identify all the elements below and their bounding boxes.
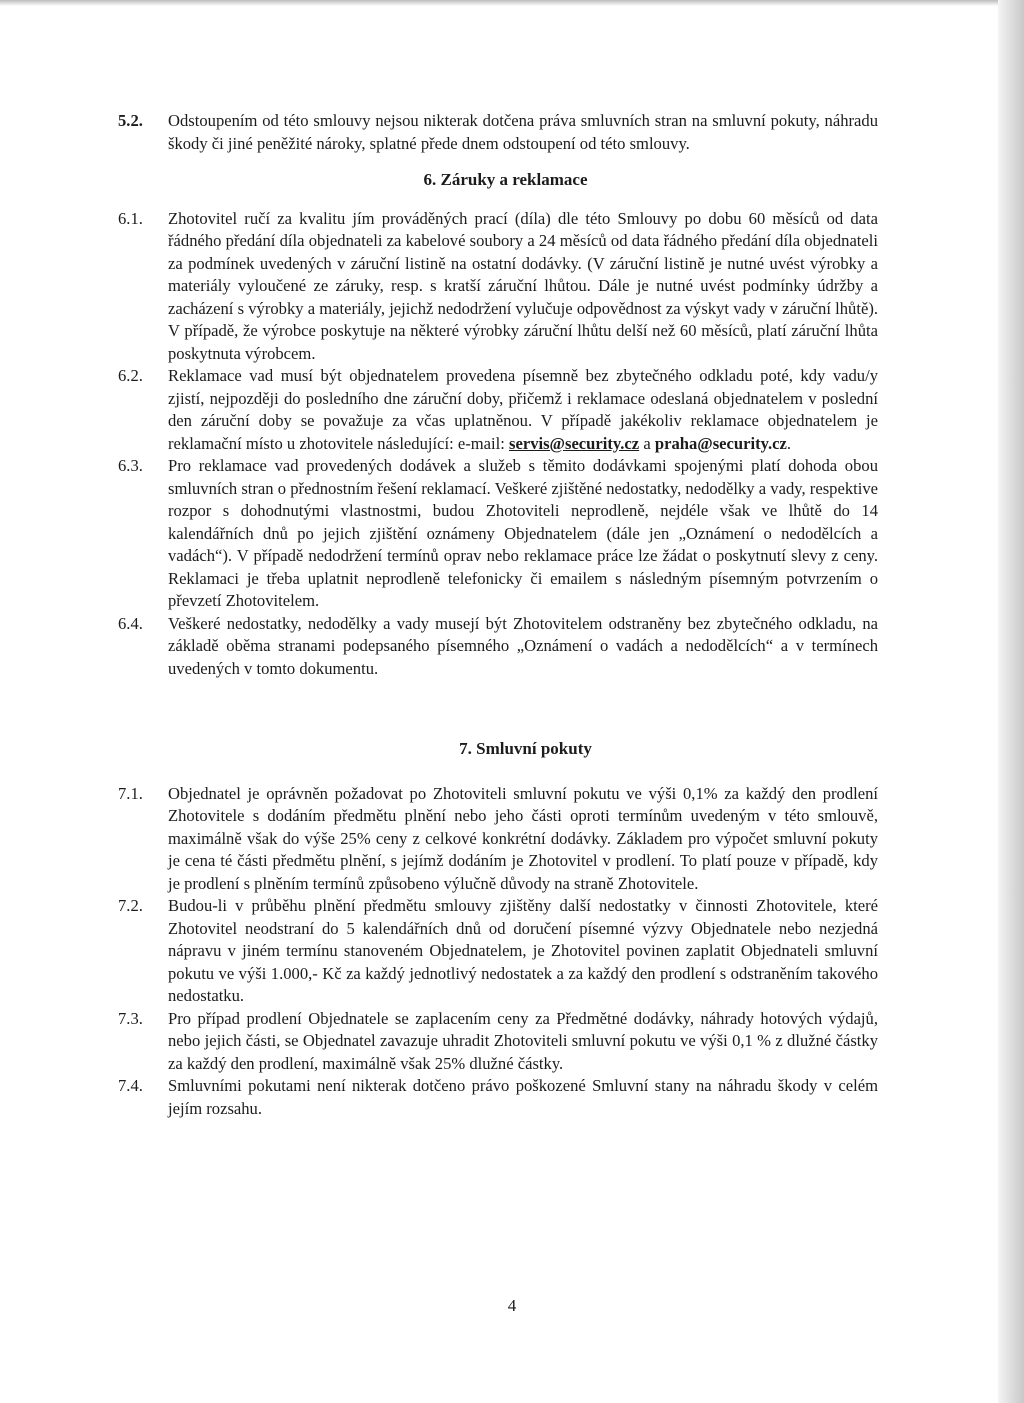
clause-number: 7.2. — [118, 896, 143, 915]
clause-text: Pro případ prodlení Objednatele se zaplacením ceny za Předmětné dodávky, náhrady hotových výdajů, nebo jejich části, se Objednatel zavazuje uhradit Zhotoviteli smluvní pokutu ve výši 0,1 % z dlužné částky za každý den prodlení, maximálně však 25% dlužné částky. — [168, 1008, 878, 1073]
clause-7-1 — [118, 783, 878, 896]
section-heading-7: 7. Smluvní pokuty — [459, 739, 592, 758]
clause-text: Veškeré nedostatky, nedodělky a vady musejí být Zhotovitelem odstraněny bez zbytečného odkladu, na základě oběma stranami podepsaného písemného „Oznámení o vadách a nedodělcích“ a v termínech uvedených v tomto dokumentu. — [168, 613, 878, 678]
scan-edge-top — [0, 0, 1024, 6]
clause-number: 6.1. — [118, 208, 143, 228]
clause-6-4 — [118, 613, 878, 681]
scan-edge-right — [998, 0, 1024, 1403]
clause-6-3 — [118, 455, 878, 613]
clause-7-2 — [118, 895, 878, 1008]
clause-text: Smluvními pokutami není nikterak dotčeno právo poškozené Smluvní stany na náhradu škody v celém jejím rozsahu. — [168, 1076, 878, 1118]
clause-number: 6.4. — [118, 613, 143, 633]
clause-text: Odstoupením od této smlouvy nejsou nikterak dotčena práva smluvních stran na smluvní pokuty, náhradu škody či jiné peněžité nároky, splatné přede dnem odstoupení od této smlouvy. — [168, 111, 878, 153]
clause-number: 7.3. — [118, 1008, 143, 1028]
clause-number: 7.1. — [118, 783, 143, 803]
clause-7-4 — [118, 1075, 878, 1120]
clause-7-3 — [118, 1008, 878, 1076]
clause-text: Objednatel je oprávněn požadovat po Zhotoviteli smluvní pokutu ve výši 0,1% za každý den prodlení Zhotovitele s dodáním předmětu plnění nebo jeho části oproti termínům uvedeným v této smlouvě, maximálně však do výše 25% ceny z celkové konkrétní dodávky. Základem pro výpočet smluvní pokuty je cena té části předmětu plnění, s jejímž dodáním je Zhotovitel v prodlení. To platí pouze v případě, kdy je prodlení s plněním termínů způsobeno výlučně důvody na straně Zhotovitele. — [168, 783, 878, 893]
section-heading-6: 6. Záruky a reklamace — [423, 170, 588, 189]
service-email-link[interactable]: servis@security.cz — [509, 433, 640, 453]
clause-text: Reklamace vad musí být objednatelem provedena písemně bez zbytečného odkladu poté, kdy vadu/y zjistí, nejpozději do posledního dne záruční doby, přičemž i reklamace odeslaná objednatelem v poslední den záruční doby se považuje za včas uplatněnou. V případě jakékoliv reklamace objednatelem je reklamační místo u zhotovitele následující: e-mail: — [168, 366, 878, 453]
clause-6-1 — [118, 208, 878, 366]
clause-6-2 — [118, 365, 878, 455]
document-page — [118, 110, 878, 1120]
clause-text: Pro reklamace vad provedených dodávek a služeb s těmito dodávkami spojenými platí dohoda obou smluvních stran o přednostním řešení reklamací. Veškeré zjištěné nedostatky, nedodělky a vady, respektive rozpor s dohodnutými vlastnostmi, budou Zhotoviteli neprodleně, nejdéle však ve lhůtě do 14 kalendářních dnů po jejich zjištění oznámeny Objednatelem (dále jen „Oznámení o nedodělcích a vadách“). V případě nedodržení termínů oprav nebo reklamace práce lze žádat o poskytnutí slevy z ceny. Reklamaci je třeba uplatnit neprodleně telefonicky či emailem s následným písemným potvrzením o převzetí Zhotovitelem. — [168, 456, 878, 610]
conjunction: a — [639, 433, 655, 453]
clause-5-2 — [118, 110, 878, 155]
clause-number: 5.2. — [118, 111, 143, 130]
clause-number: 6.3. — [118, 456, 143, 475]
praha-email: praha@security.cz — [654, 433, 787, 453]
clause-text: Budou-li v průběhu plnění předmětu smlouvy zjištěny další nedostatky v činnosti Zhotovitele, které Zhotovitel neodstraní do 5 kalendářních dnů od doručení písemné výzvy Objednatele nebo nezjedná nápravu v jiném termínu stanoveném Objednatelem, je Zhotovitel povinen zaplatit Objednateli smluvní pokutu ve výši 1.000,- Kč za každý jednotlivý nedostatek a za každý den prodlení s odstraněním takového nedostatku. — [168, 896, 878, 1005]
clause-text: Zhotovitel ručí za kvalitu jím prováděných prací (díla) dle této Smlouvy po dobu 60 měsíců od data řádného předání díla objednateli za kabelové soubory a 24 měsíců od data řádného předání díla objednateli za podmínek uvedených v záruční listině na ostatní dodávky. (V záruční listině je nutné uvést výrobky a materiály vyloučené ze záruky, resp. s kratší záruční lhůtou. Dále je nutné uvést podmínky údržby a zacházení s výrobky a materiály, jejichž nedodržení vylučuje odpovědnost za výskyt vady v záruční lhůtě). V případě, že výrobce poskytuje na některé výrobky záruční lhůtu delší než 60 měsíců, platí záruční lhůta poskytnuta výrobcem. — [168, 208, 878, 363]
sentence-end: . — [786, 433, 792, 453]
page-number: 4 — [507, 1296, 517, 1315]
clause-number: 6.2. — [118, 366, 143, 385]
clause-number: 7.4. — [118, 1076, 143, 1095]
